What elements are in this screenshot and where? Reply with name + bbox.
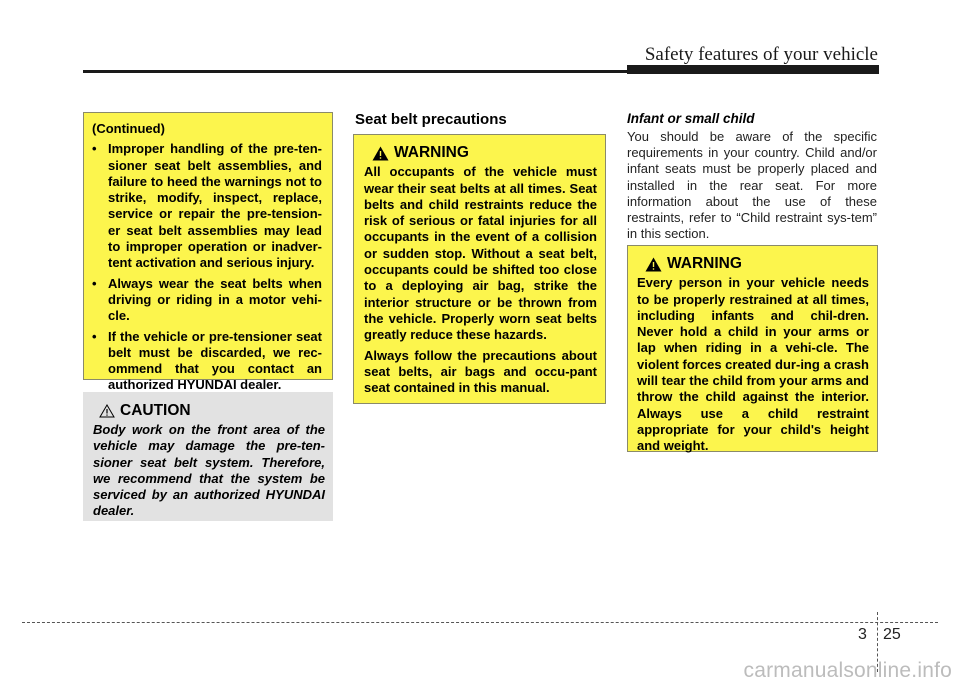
child-warning-box [627, 245, 878, 452]
list-item: • Always wear the seat belts when driving or riding in a motor vehi-cle. [92, 275, 322, 324]
page-header-title: Safety features of your vehicle [644, 44, 878, 65]
warning-title: WARNING [667, 255, 742, 272]
section-title: Seat belt precautions [355, 111, 507, 128]
caution-body: Body work on the front area of the vehicle may damage the pre-ten-sioner seat belt system. Therefore, we recommend that the system be serviced by an authorized HYUNDAI dealer. [93, 422, 325, 519]
warning-paragraph: All occupants of the vehicle must wear their seat belts at all times. Seat belts and child restraints reduce the risk of serious or fatal injuries for all occupants in the event of a collision or sudden stop. Without a seat belt, occupants could be shifted too close to a deploying air bag, strike the interior structure or be thrown from the vehicle. Properly worn seat belts greatly reduce these hazards. [364, 164, 597, 343]
caution-title: CAUTION [120, 402, 191, 419]
list-item: • Improper handling of the pre-ten-sioner seat belt assemblies, and failure to heed the warnings not to strike, modify, inspect, replace, service or repair the pre-tension-er seat belt assemblies may lead to improper operation or inadver-tent activation and serious injury. [92, 141, 322, 271]
header-tab [627, 65, 879, 74]
chapter-number: 3 [858, 626, 867, 643]
list-item: • If the vehicle or pre-tensioner seat belt must be discarded, we rec-ommend that you contact an authorized HYUNDAI dealer. [92, 328, 322, 393]
body-paragraph: You should be aware of the specific requirements in your country. Child and/or infant seats must be properly placed and installed in the rear seat. For more information about the use of these restraints, refer to “Child restraint sys-tem” in this section. [627, 129, 877, 242]
watermark: carmanualsonline.info [743, 659, 952, 682]
warning-paragraph: Always follow the precautions about seat belts, air bags and occu-pant seat contained in this manual. [364, 347, 597, 396]
precaution-list [92, 141, 322, 393]
caution-box [83, 392, 333, 521]
warning-paragraph: Every person in your vehicle needs to be properly restrained at all times, including infants and chil-dren. Never hold a child in your arms or lap when riding in a vehi-cle. The violent forces created dur-ing a crash will tear the child from your arms and throw the child against the interior. Always use a child restraint appropriate for your child's height and weight. [637, 275, 869, 454]
warning-title: WARNING [394, 144, 469, 161]
continued-label: (Continued) [92, 121, 165, 136]
seat-belt-warning-box [353, 134, 606, 404]
page-number: 25 [883, 626, 901, 643]
subsection-title: Infant or small child [627, 111, 755, 126]
caution-triangle-icon [99, 404, 115, 418]
warning-triangle-icon [645, 257, 662, 272]
footer-divider [22, 622, 938, 623]
warning-triangle-icon [372, 146, 389, 161]
continued-warning-box [83, 112, 333, 393]
